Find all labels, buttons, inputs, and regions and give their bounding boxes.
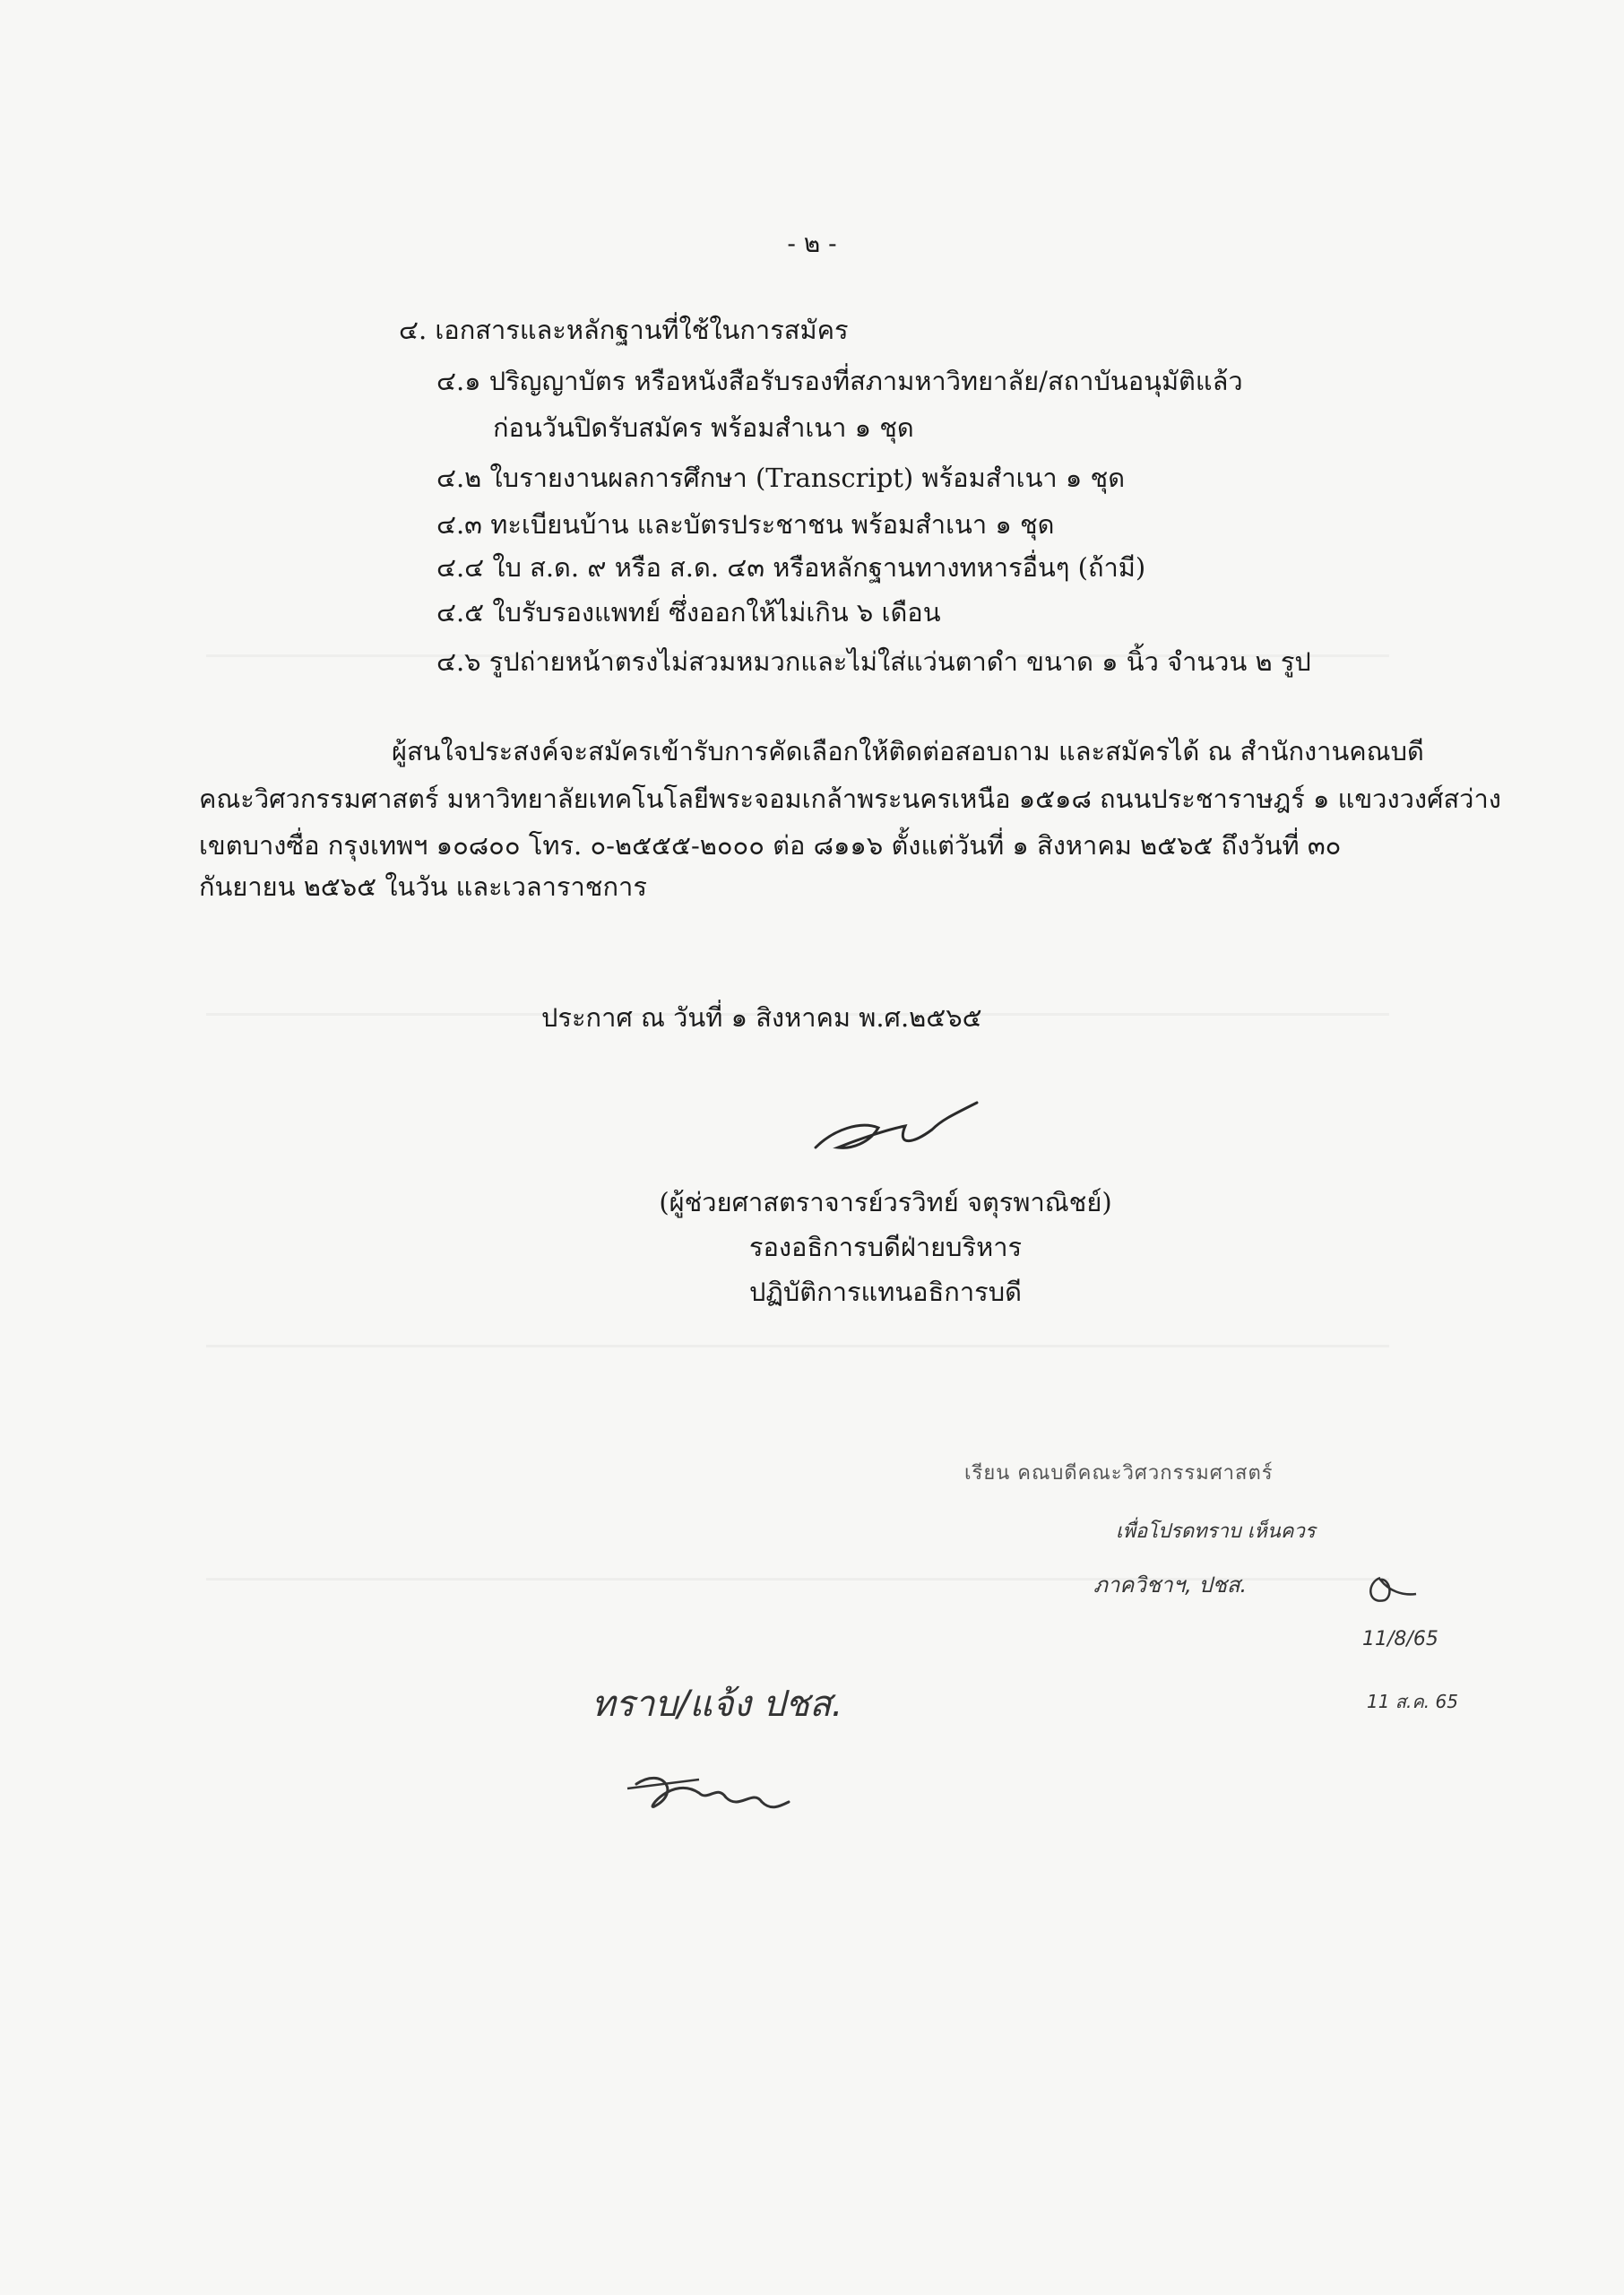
handwritten-signature	[618, 1757, 798, 1829]
show-through	[206, 1345, 1389, 1347]
list-item: ๔.๕ ใบรับรองแพทย์ ซึ่งออกให้ไม่เกิน ๖ เดือน	[436, 597, 941, 628]
list-item: ๔.๑ ปริญญาบัตร หรือหนังสือรับรองที่สภามหาวิทยาลัย/สถาบันอนุมัติแล้ว	[436, 366, 1243, 396]
handwritten-note: เพื่อโปรดทราบ เห็นควร	[1116, 1520, 1316, 1543]
list-item: ๔.๔ ใบ ส.ด. ๙ หรือ ส.ด. ๔๓ หรือหลักฐานทางทหารอื่นๆ (ถ้ามี)	[436, 552, 1146, 583]
signatory-name: (ผู้ช่วยศาสตราจารย์วรวิทย์ จตุรพาณิชย์)	[659, 1187, 1112, 1217]
handwritten-acknowledgement: ทราบ/แจ้ง ปชส.	[592, 1684, 843, 1725]
handwritten-date: 11/8/65	[1362, 1628, 1438, 1650]
paragraph-line: ผู้สนใจประสงค์จะสมัครเข้ารับการคัดเลือกให้ติดต่อสอบถาม และสมัครได้ ณ สำนักงานคณบดี	[392, 736, 1424, 766]
section-heading: ๔. เอกสารและหลักฐานที่ใช้ในการสมัคร	[399, 315, 849, 345]
routing-stamp: เรียน คณบดีคณะวิศวกรรมศาสตร์	[964, 1462, 1274, 1485]
list-item: ๔.๓ ทะเบียนบ้าน และบัตรประชาชน พร้อมสำเนา ๑ ชุด	[436, 509, 1055, 540]
signature-mark	[807, 1094, 1004, 1174]
list-item: ก่อนวันปิดรับสมัคร พร้อมสำเนา ๑ ชุด	[493, 412, 914, 443]
announcement-date: ประกาศ ณ วันที่ ๑ สิงหาคม พ.ศ.๒๕๖๕	[541, 1002, 982, 1033]
paragraph-line: เขตบางซื่อ กรุงเทพฯ ๑๐๘๐๐ โทร. ๐-๒๕๕๕-๒๐๐๐ ต่อ ๘๑๑๖ ตั้งแต่วันที่ ๑ สิงหาคม ๒๕๖๕ ถึงวันที่ ๓๐	[199, 830, 1342, 861]
signatory-position: รองอธิการบดีฝ่ายบริหาร	[748, 1232, 1023, 1262]
paragraph-line: คณะวิศวกรรมศาสตร์ มหาวิทยาลัยเทคโนโลยีพระจอมเกล้าพระนครเหนือ ๑๕๑๘ ถนนประชาราษฎร์ ๑ แขวงวงศ์สว่าง	[199, 784, 1501, 814]
paragraph-line: กันยายน ๒๕๖๕ ในวัน และเวลาราชการ	[199, 871, 647, 902]
handwritten-date: 11 ส.ค. 65	[1367, 1691, 1458, 1712]
page-number: - ๒ -	[787, 229, 837, 258]
initials-mark	[1362, 1569, 1425, 1614]
list-item: ๔.๒ ใบรายงานผลการศึกษา (Transcript) พร้อมสำเนา ๑ ชุด	[436, 463, 1126, 493]
handwritten-note: ภาควิชาฯ, ปชส.	[1093, 1572, 1248, 1598]
list-item: ๔.๖ รูปถ่ายหน้าตรงไม่สวมหมวกและไม่ใส่แว่นตาดำ ขนาด ๑ นิ้ว จำนวน ๒ รูป	[436, 646, 1311, 677]
signatory-acting: ปฏิบัติการแทนอธิการบดี	[749, 1277, 1022, 1307]
